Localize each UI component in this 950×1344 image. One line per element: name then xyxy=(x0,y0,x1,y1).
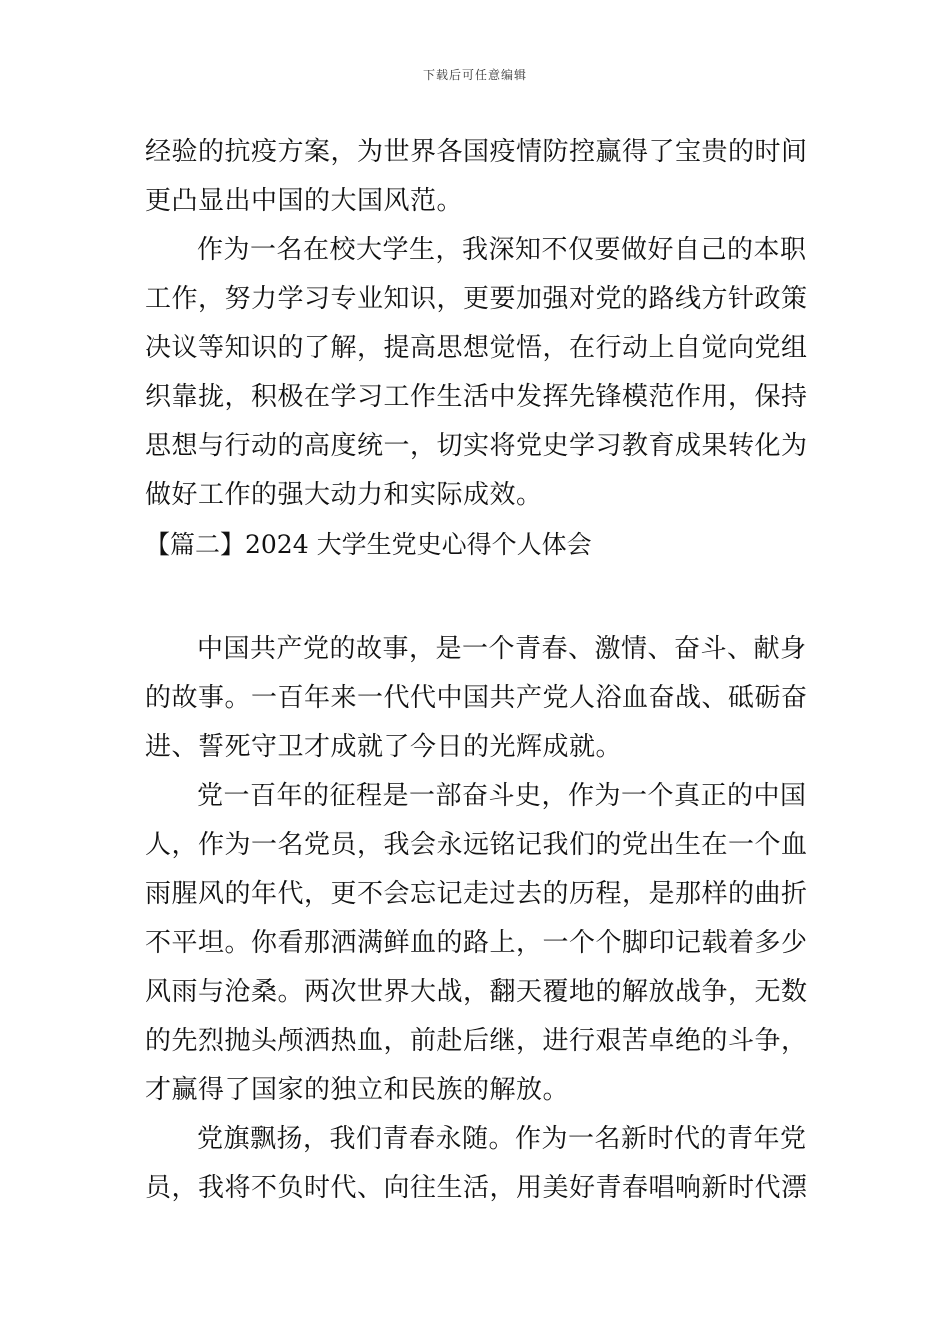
text-line: 进、誓死守卫才成就了今日的光辉成就。 xyxy=(145,732,623,762)
paragraph-5 xyxy=(145,1115,810,1213)
paragraph-4 xyxy=(145,772,810,1115)
text-line: 雨腥风的年代，更不会忘记走过去的历程，是那样的曲折 xyxy=(145,879,808,909)
text-line: 工作，努力学习专业知识，更要加强对党的路线方针政策 xyxy=(145,284,808,314)
text-line: 风雨与沧桑。两次世界大战，翻天覆地的解放战争，无数 xyxy=(145,977,808,1007)
page-header-note: 下载后可任意编辑 xyxy=(422,68,527,82)
text-line: 的先烈抛头颅洒热血，前赴后继，进行艰苦卓绝的斗争， xyxy=(145,1026,808,1056)
blank-spacer xyxy=(145,569,810,625)
text-line: 做好工作的强大动力和实际成效。 xyxy=(145,480,543,510)
paragraph-2 xyxy=(145,226,810,520)
text-line: 更凸显出中国的大国风范。 xyxy=(145,186,464,216)
section-heading: 【篇二】2024 大学生党史心得个人体会 xyxy=(145,530,592,559)
text-line: 不平坦。你看那洒满鲜血的路上，一个个脚印记载着多少 xyxy=(145,928,808,958)
text-line: 经验的抗疫方案，为世界各国疫情防控赢得了宝贵的时间 xyxy=(145,137,808,167)
text-line: 党旗飘扬，我们青春永随。作为一名新时代的青年党 xyxy=(197,1124,807,1154)
paragraph-1 xyxy=(145,128,810,226)
text-line: 思想与行动的高度统一，切实将党史学习教育成果转化为 xyxy=(145,431,808,461)
text-line: 中国共产党的故事，是一个青春、激情、奋斗、献身 xyxy=(197,634,807,664)
text-line: 员，我将不负时代、向往生活，用美好青春唱响新时代漂 xyxy=(145,1173,808,1203)
document-body xyxy=(145,128,810,1213)
text-line: 才赢得了国家的独立和民族的解放。 xyxy=(145,1075,570,1105)
text-line: 织靠拢，积极在学习工作生活中发挥先锋模范作用，保持 xyxy=(145,382,808,412)
text-line: 作为一名在校大学生，我深知不仅要做好自己的本职 xyxy=(197,235,807,265)
paragraph-3 xyxy=(145,625,810,772)
text-line: 决议等知识的了解，提高思想觉悟，在行动上自觉向党组 xyxy=(145,333,808,363)
text-line: 党一百年的征程是一部奋斗史，作为一个真正的中国 xyxy=(197,781,807,811)
text-line: 的故事。一百年来一代代中国共产党人浴血奋战、砥砺奋 xyxy=(145,683,808,713)
text-line: 人，作为一名党员，我会永远铭记我们的党出生在一个血 xyxy=(145,830,808,860)
